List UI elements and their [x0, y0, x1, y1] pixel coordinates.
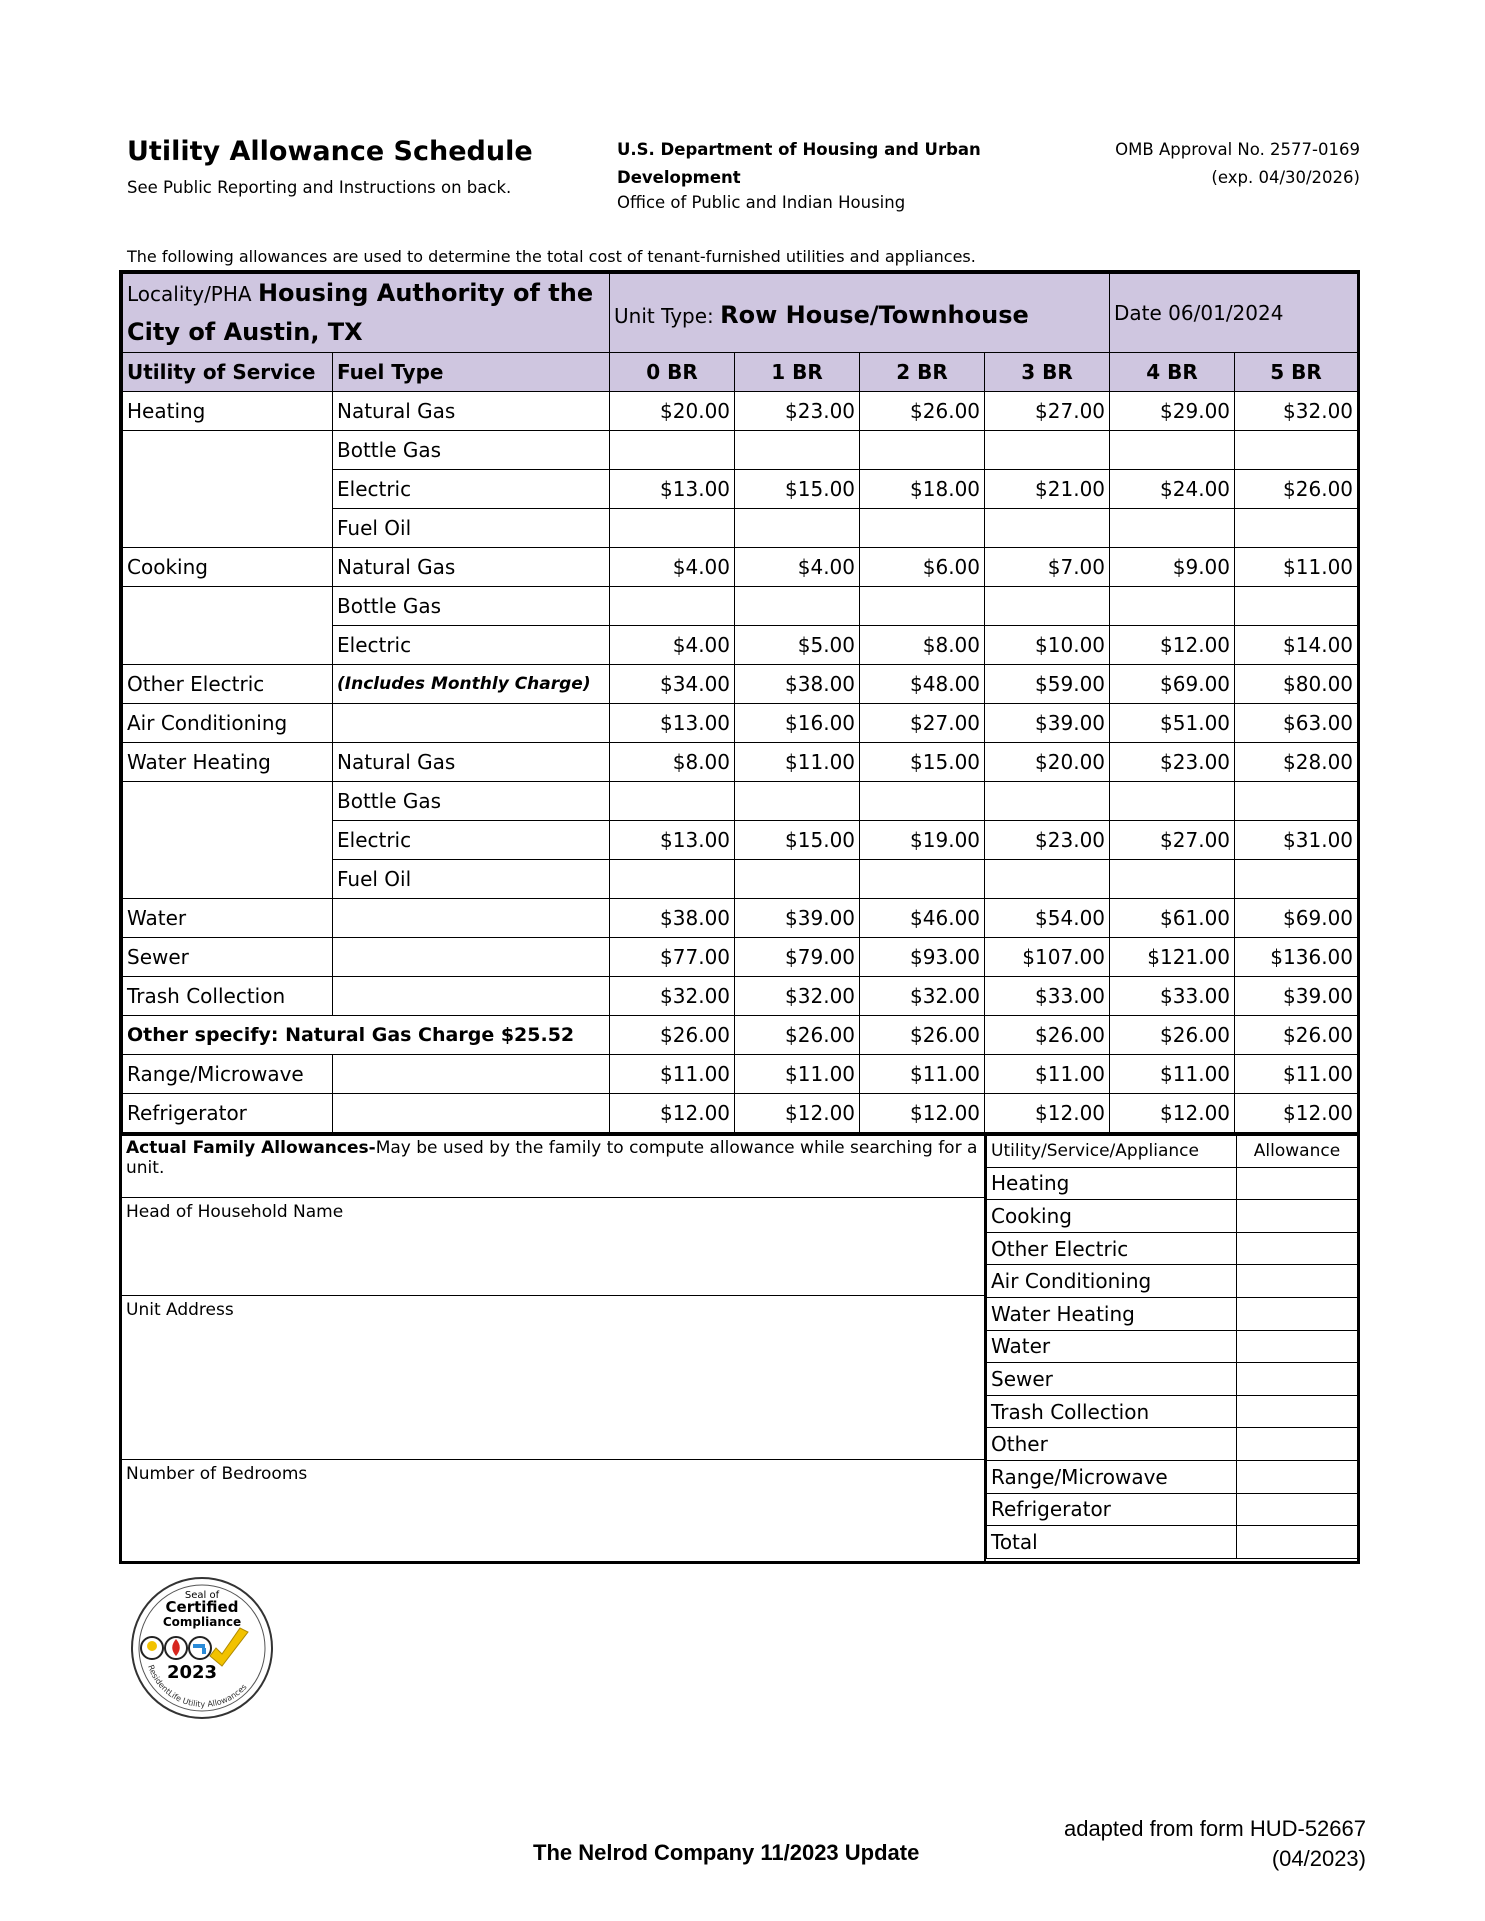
fuel-type-cell: Bottle Gas: [333, 431, 610, 470]
allowance-value-0br: $13.00: [610, 821, 735, 860]
actual-item-label: Water Heating: [987, 1297, 1237, 1330]
utility-cell: Water Heating: [123, 743, 333, 782]
allowance-value-4br: [1110, 782, 1235, 821]
allowance-value-2br: [860, 860, 985, 899]
footer-form-date: (04/2023): [1271, 1846, 1366, 1871]
allowance-value-4br: $24.00: [1110, 470, 1235, 509]
allowance-value-0br: $20.00: [610, 392, 735, 431]
actual-allowance-row: [987, 1265, 1358, 1298]
unit-type-label: Unit Type:: [614, 304, 714, 328]
allowance-value-2br: $11.00: [860, 1055, 985, 1094]
allowance-value-3br: $26.00: [985, 1016, 1110, 1055]
allowance-value-2br: $26.00: [860, 392, 985, 431]
allowance-value-1br: $15.00: [735, 470, 860, 509]
utility-cell: Sewer: [123, 938, 333, 977]
allowance-value-3br: $107.00: [985, 938, 1110, 977]
number-of-bedrooms-field[interactable]: [122, 1460, 984, 1561]
allowance-value-4br: $61.00: [1110, 899, 1235, 938]
allowance-value-5br: $63.00: [1235, 704, 1358, 743]
fuel-type-cell: Natural Gas: [333, 392, 610, 431]
allowance-value-3br: $7.00: [985, 548, 1110, 587]
utility-cell: Trash Collection: [123, 977, 333, 1016]
allowance-value-5br: $32.00: [1235, 392, 1358, 431]
allowance-value-1br: $12.00: [735, 1094, 860, 1133]
allowance-value-2br: $12.00: [860, 1094, 985, 1133]
allowance-value-4br: $29.00: [1110, 392, 1235, 431]
allowance-value-5br: $39.00: [1235, 977, 1358, 1016]
fuel-type-cell: Electric: [333, 626, 610, 665]
allowance-value-5br: $26.00: [1235, 1016, 1358, 1055]
date-cell: [1110, 274, 1358, 353]
allowance-value-2br: [860, 509, 985, 548]
actual-allowance-input[interactable]: [1237, 1526, 1358, 1559]
actual-allowance-input[interactable]: [1237, 1330, 1358, 1363]
allowance-value-0br: $13.00: [610, 704, 735, 743]
actual-allowance-row: [987, 1460, 1358, 1493]
allowance-value-1br: $39.00: [735, 899, 860, 938]
utility-cell: [123, 626, 333, 665]
unit-type-value: Row House/Townhouse: [720, 301, 1029, 329]
table-row: [123, 1016, 1358, 1055]
allowance-value-4br: [1110, 587, 1235, 626]
table-row: [123, 821, 1358, 860]
column-header-row: [123, 353, 1358, 392]
date: Date 06/01/2024: [1114, 301, 1284, 325]
utility-cell: Refrigerator: [123, 1094, 333, 1133]
allowance-value-3br: $11.00: [985, 1055, 1110, 1094]
allowance-value-1br: $16.00: [735, 704, 860, 743]
allowance-value-4br: $12.00: [1110, 1094, 1235, 1133]
allowance-value-0br: $26.00: [610, 1016, 735, 1055]
allowance-value-3br: [985, 509, 1110, 548]
allowance-value-4br: [1110, 860, 1235, 899]
actual-allowance-row: [987, 1297, 1358, 1330]
allowance-value-2br: [860, 587, 985, 626]
allowance-value-2br: $6.00: [860, 548, 985, 587]
table-row: [123, 1055, 1358, 1094]
table-row: [123, 548, 1358, 587]
fuel-type-cell: [333, 977, 610, 1016]
page-title: Utility Allowance Schedule: [127, 136, 533, 167]
utility-cell: Other Electric: [123, 665, 333, 704]
utility-cell: Cooking: [123, 548, 333, 587]
allowance-value-5br: $31.00: [1235, 821, 1358, 860]
seal-line3: Compliance: [162, 1615, 242, 1629]
allowance-value-0br: $77.00: [610, 938, 735, 977]
seal-year: 2023: [166, 1662, 218, 1683]
actual-item-label: Range/Microwave: [987, 1460, 1237, 1493]
allowance-value-1br: $5.00: [735, 626, 860, 665]
fuel-type-cell: [333, 704, 610, 743]
head-of-household-field[interactable]: [122, 1198, 984, 1296]
intro-text: The following allowances are used to determine the total cost of tenant-furnished utilities and appliances.: [127, 247, 976, 266]
allowance-value-2br: $32.00: [860, 977, 985, 1016]
allowance-value-4br: $9.00: [1110, 548, 1235, 587]
allowance-value-2br: $18.00: [860, 470, 985, 509]
allowance-value-1br: $4.00: [735, 548, 860, 587]
utility-cell: [123, 470, 333, 509]
allowance-value-5br: $69.00: [1235, 899, 1358, 938]
allowance-value-2br: $8.00: [860, 626, 985, 665]
actual-item-label: Refrigerator: [987, 1493, 1237, 1526]
actual-allowance-input[interactable]: [1237, 1395, 1358, 1428]
actual-allowance-input[interactable]: [1237, 1265, 1358, 1298]
utility-cell: [123, 587, 333, 626]
allowance-value-2br: $15.00: [860, 743, 985, 782]
utility-cell: [123, 782, 333, 821]
allowance-value-5br: [1235, 509, 1358, 548]
allowance-value-1br: [735, 587, 860, 626]
allowance-value-3br: $27.00: [985, 392, 1110, 431]
allowance-value-4br: $26.00: [1110, 1016, 1235, 1055]
allowance-value-0br: $38.00: [610, 899, 735, 938]
actual-allowance-input[interactable]: [1237, 1297, 1358, 1330]
table-row: [123, 665, 1358, 704]
allowance-value-2br: $93.00: [860, 938, 985, 977]
actual-allowance-input[interactable]: [1237, 1460, 1358, 1493]
allowance-value-4br: [1110, 509, 1235, 548]
allowance-value-4br: $12.00: [1110, 626, 1235, 665]
allowance-value-1br: $79.00: [735, 938, 860, 977]
col-1br: 1 BR: [735, 353, 860, 392]
table-row: [123, 743, 1358, 782]
table-row: [123, 938, 1358, 977]
actual-allowance-input[interactable]: [1237, 1428, 1358, 1461]
actual-item-label: Other: [987, 1428, 1237, 1461]
allowance-value-5br: [1235, 782, 1358, 821]
utility-cell: Other specify: Natural Gas Charge $25.52: [123, 1016, 610, 1055]
omb-expiration: (exp. 04/30/2026): [1211, 168, 1360, 187]
allowance-value-4br: $69.00: [1110, 665, 1235, 704]
locality-value: Housing Authority of the City of Austin, TX: [127, 279, 594, 346]
allowance-table: [119, 270, 1360, 1136]
allowance-value-1br: [735, 782, 860, 821]
seal-line1: Seal of: [184, 1590, 220, 1601]
actual-allowance-row: [987, 1232, 1358, 1265]
utility-cell: [123, 509, 333, 548]
footer-form-source: [1000, 1814, 1366, 1874]
allowance-value-1br: $11.00: [735, 1055, 860, 1094]
certified-compliance-seal: [130, 1576, 275, 1721]
allowance-value-3br: $54.00: [985, 899, 1110, 938]
unit-address-label: Unit Address: [126, 1300, 234, 1320]
allowance-value-2br: $26.00: [860, 1016, 985, 1055]
allowance-value-0br: $13.00: [610, 470, 735, 509]
omb-approval: [1000, 136, 1360, 192]
col-allowance: Allowance: [1237, 1135, 1358, 1168]
utility-cell: Heating: [123, 392, 333, 431]
actual-allowance-row: [987, 1526, 1358, 1559]
allowance-value-4br: $11.00: [1110, 1055, 1235, 1094]
fuel-type-cell: (Includes Monthly Charge): [333, 665, 610, 704]
allowance-value-5br: [1235, 860, 1358, 899]
allowance-value-0br: $32.00: [610, 977, 735, 1016]
allowance-value-2br: $48.00: [860, 665, 985, 704]
utility-cell: Water: [123, 899, 333, 938]
allowance-value-2br: $46.00: [860, 899, 985, 938]
table-row: [123, 1094, 1358, 1133]
table-row: [123, 977, 1358, 1016]
allowance-value-5br: $12.00: [1235, 1094, 1358, 1133]
allowance-value-0br: $4.00: [610, 548, 735, 587]
fuel-type-cell: Fuel Oil: [333, 509, 610, 548]
col-fuel: Fuel Type: [333, 353, 610, 392]
fuel-type-cell: [333, 1055, 610, 1094]
allowance-value-0br: $34.00: [610, 665, 735, 704]
table-row: [123, 509, 1358, 548]
allowance-value-5br: [1235, 431, 1358, 470]
actual-allowance-input[interactable]: [1237, 1232, 1358, 1265]
allowance-value-0br: [610, 782, 735, 821]
allowance-value-3br: [985, 782, 1110, 821]
allowance-value-4br: $51.00: [1110, 704, 1235, 743]
actual-item-label: Total: [987, 1526, 1237, 1559]
allowance-value-4br: $27.00: [1110, 821, 1235, 860]
table-row: [123, 899, 1358, 938]
allowance-value-5br: $80.00: [1235, 665, 1358, 704]
actual-allowance-row: [987, 1330, 1358, 1363]
actual-allowance-input[interactable]: [1237, 1363, 1358, 1396]
unit-type-cell: [610, 274, 1110, 353]
unit-address-field[interactable]: [122, 1296, 984, 1460]
allowance-value-3br: $23.00: [985, 821, 1110, 860]
actual-item-label: Other Electric: [987, 1232, 1237, 1265]
actual-allowance-row: [987, 1428, 1358, 1461]
col-2br: 2 BR: [860, 353, 985, 392]
allowance-value-1br: $15.00: [735, 821, 860, 860]
allowance-value-1br: $38.00: [735, 665, 860, 704]
department-office: Office of Public and Indian Housing: [617, 193, 906, 212]
allowance-value-0br: $8.00: [610, 743, 735, 782]
locality-label: Locality/PHA: [127, 282, 252, 306]
allowance-value-3br: $12.00: [985, 1094, 1110, 1133]
allowance-value-3br: [985, 860, 1110, 899]
allowance-value-5br: $28.00: [1235, 743, 1358, 782]
table-row: [123, 392, 1358, 431]
actual-allowance-row: [987, 1395, 1358, 1428]
fuel-type-cell: [333, 1094, 610, 1133]
actual-allowances-note: Actual Family Allowances-May be used by the family to compute allowance while searching for a unit.: [122, 1134, 984, 1198]
allowance-value-5br: $136.00: [1235, 938, 1358, 977]
table-row: [123, 704, 1358, 743]
allowance-value-0br: [610, 509, 735, 548]
allowance-value-2br: [860, 431, 985, 470]
fuel-type-cell: Electric: [333, 821, 610, 860]
table-row: [123, 587, 1358, 626]
utility-cell: [123, 821, 333, 860]
utility-cell: Range/Microwave: [123, 1055, 333, 1094]
allowance-value-5br: [1235, 587, 1358, 626]
allowance-value-5br: $14.00: [1235, 626, 1358, 665]
fuel-type-cell: [333, 938, 610, 977]
col-utility-service-appliance: Utility/Service/Appliance: [987, 1135, 1237, 1168]
allowance-value-5br: $26.00: [1235, 470, 1358, 509]
allowance-value-2br: $19.00: [860, 821, 985, 860]
actual-allowance-row: [987, 1200, 1358, 1233]
utility-cell: Air Conditioning: [123, 704, 333, 743]
col-utility: Utility of Service: [123, 353, 333, 392]
subtitle: See Public Reporting and Instructions on back.: [127, 178, 512, 197]
allowance-value-2br: $27.00: [860, 704, 985, 743]
footer-company-update: The Nelrod Company 11/2023 Update: [533, 1840, 920, 1865]
seal-line2: Certified: [165, 1598, 239, 1616]
household-info: [122, 1134, 986, 1561]
fuel-type-cell: Electric: [333, 470, 610, 509]
actual-allowance-row: [987, 1363, 1358, 1396]
allowance-value-1br: [735, 860, 860, 899]
table-row: [123, 431, 1358, 470]
utility-cell: [123, 860, 333, 899]
fuel-type-cell: [333, 899, 610, 938]
allowance-value-3br: $20.00: [985, 743, 1110, 782]
allowance-value-0br: [610, 860, 735, 899]
actual-item-label: Trash Collection: [987, 1395, 1237, 1428]
col-3br: 3 BR: [985, 353, 1110, 392]
allowance-value-4br: $23.00: [1110, 743, 1235, 782]
allowance-value-4br: $121.00: [1110, 938, 1235, 977]
info-row: [123, 274, 1358, 353]
fuel-type-cell: Natural Gas: [333, 743, 610, 782]
number-of-bedrooms-label: Number of Bedrooms: [126, 1464, 308, 1484]
table-row: [123, 470, 1358, 509]
allowance-value-5br: $11.00: [1235, 1055, 1358, 1094]
col-4br: 4 BR: [1110, 353, 1235, 392]
table-row: [123, 782, 1358, 821]
allowance-value-3br: $39.00: [985, 704, 1110, 743]
col-5br: 5 BR: [1235, 353, 1358, 392]
actual-allowance-input[interactable]: [1237, 1167, 1358, 1200]
seal-arc-text: ResidentLife Utility Allowances: [146, 1663, 249, 1709]
allowance-value-1br: [735, 431, 860, 470]
department-name: U.S. Department of Housing and Urban Development: [617, 140, 981, 187]
allowance-value-1br: $11.00: [735, 743, 860, 782]
locality-cell: [123, 274, 610, 353]
actual-allowance-input[interactable]: [1237, 1493, 1358, 1526]
footer-form-number: adapted from form HUD-52667: [1063, 1816, 1366, 1841]
allowance-value-4br: [1110, 431, 1235, 470]
utility-cell: [123, 431, 333, 470]
allowance-value-0br: $11.00: [610, 1055, 735, 1094]
allowance-value-3br: [985, 587, 1110, 626]
allowance-value-0br: $4.00: [610, 626, 735, 665]
actual-allowance-row: [987, 1493, 1358, 1526]
table-row: [123, 626, 1358, 665]
omb-number: OMB Approval No. 2577-0169: [1115, 140, 1360, 159]
actual-item-label: Sewer: [987, 1363, 1237, 1396]
allowance-value-1br: [735, 509, 860, 548]
allowance-value-3br: $21.00: [985, 470, 1110, 509]
actual-allowance-row: [987, 1167, 1358, 1200]
fuel-type-cell: Bottle Gas: [333, 782, 610, 821]
actual-item-label: Cooking: [987, 1200, 1237, 1233]
actual-item-label: Air Conditioning: [987, 1265, 1237, 1298]
allowance-value-0br: [610, 431, 735, 470]
allowance-value-0br: [610, 587, 735, 626]
fuel-type-cell: Bottle Gas: [333, 587, 610, 626]
fuel-type-cell: Fuel Oil: [333, 860, 610, 899]
actual-allowance-input[interactable]: [1237, 1200, 1358, 1233]
allowance-value-0br: $12.00: [610, 1094, 735, 1133]
col-0br: 0 BR: [610, 353, 735, 392]
actual-item-label: Heating: [987, 1167, 1237, 1200]
head-of-household-label: Head of Household Name: [126, 1202, 344, 1222]
allowance-value-1br: $23.00: [735, 392, 860, 431]
allowance-value-3br: $59.00: [985, 665, 1110, 704]
allowance-value-2br: [860, 782, 985, 821]
actual-allowances-section: [119, 1134, 1360, 1564]
allowance-value-1br: $26.00: [735, 1016, 860, 1055]
allowance-value-3br: $10.00: [985, 626, 1110, 665]
allowance-value-3br: [985, 431, 1110, 470]
allowance-value-5br: $11.00: [1235, 548, 1358, 587]
actual-item-label: Water: [987, 1330, 1237, 1363]
allowance-value-4br: $33.00: [1110, 977, 1235, 1016]
fuel-type-cell: Natural Gas: [333, 548, 610, 587]
actual-header-row: [987, 1135, 1358, 1168]
allowance-value-1br: $32.00: [735, 977, 860, 1016]
actual-allowance-table: [986, 1134, 1357, 1559]
allowance-value-3br: $33.00: [985, 977, 1110, 1016]
table-row: [123, 860, 1358, 899]
